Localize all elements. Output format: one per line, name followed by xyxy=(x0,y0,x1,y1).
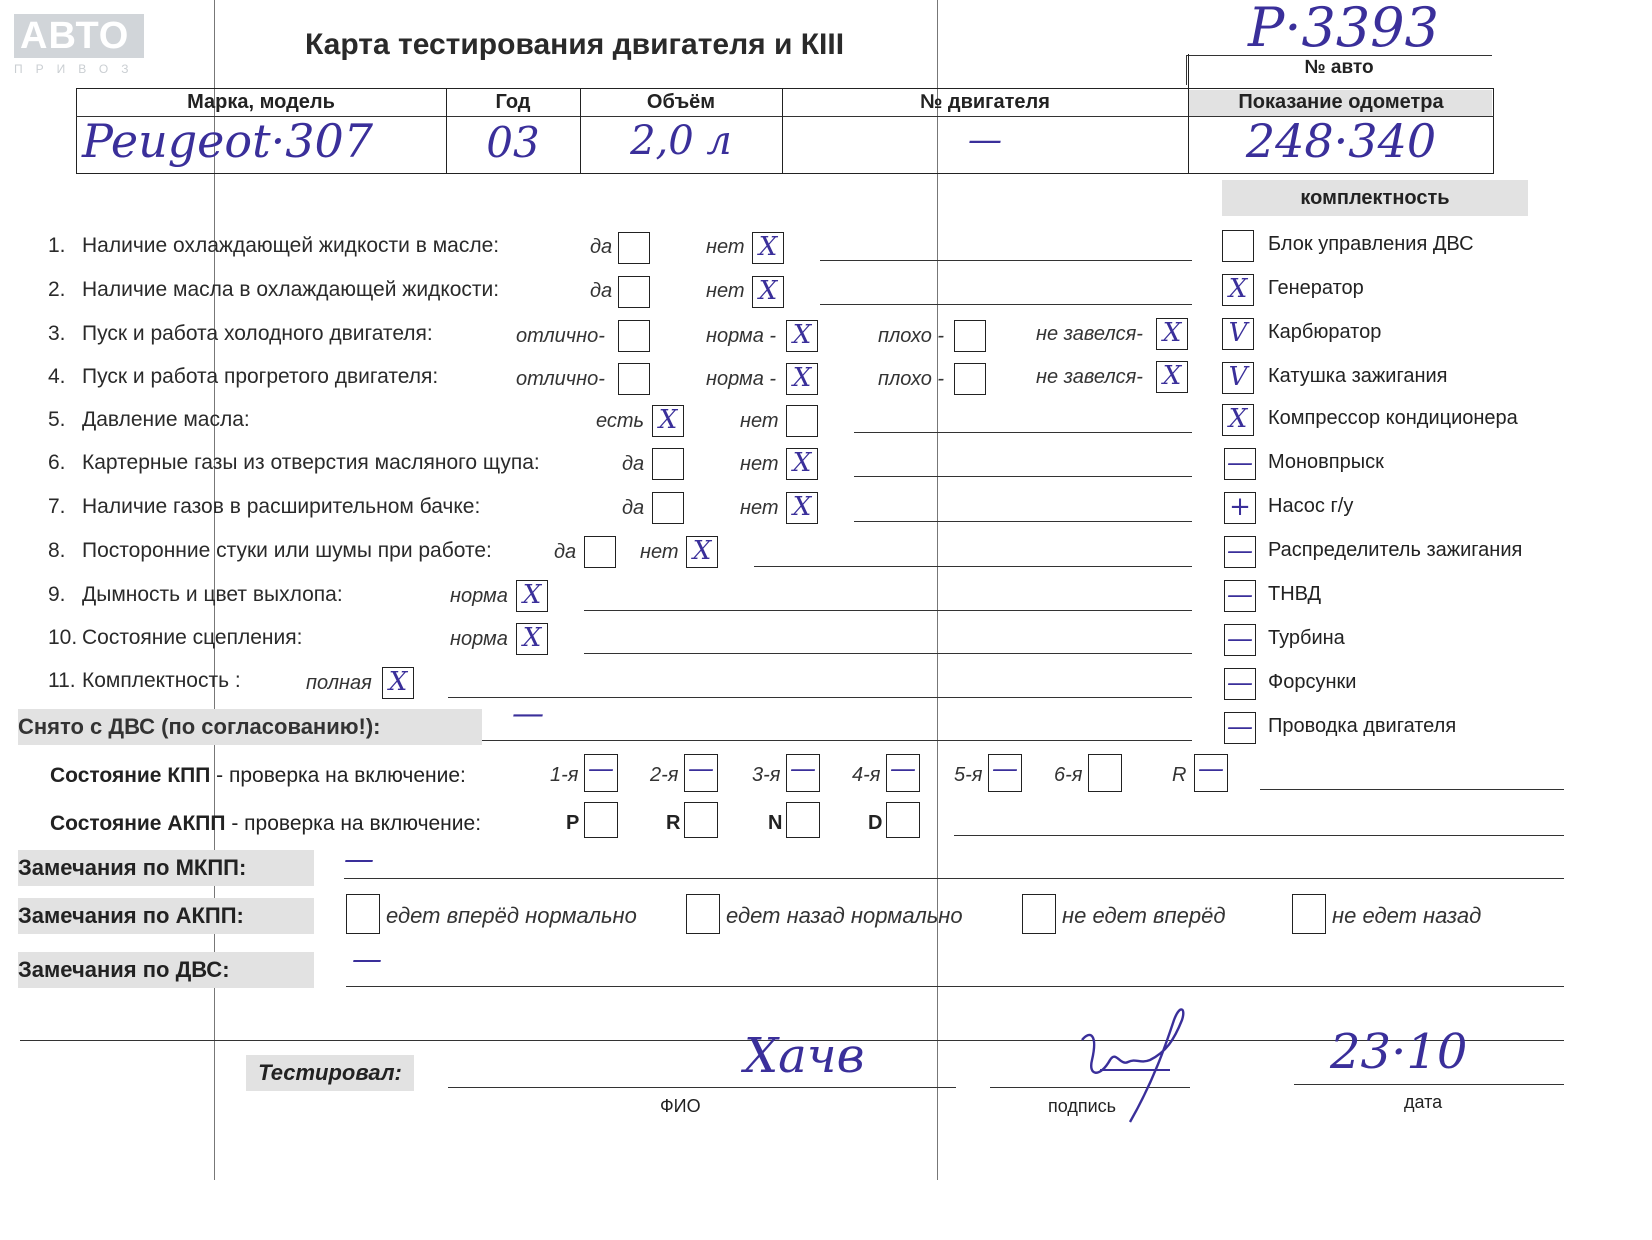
kit-checkbox[interactable] xyxy=(1224,536,1256,568)
kit-checkbox[interactable] xyxy=(1222,274,1254,306)
akpp-remark-checkbox[interactable] xyxy=(346,894,380,934)
row11-full-label: полная xyxy=(306,672,372,694)
gear-mark: — xyxy=(790,754,816,784)
value-odometer: 248·340 xyxy=(1245,114,1437,168)
kit-label: Форсунки xyxy=(1268,671,1357,693)
row6-no-label: нет xyxy=(740,453,779,475)
gear-label: 2-я xyxy=(650,764,679,786)
row3-excellent-checkbox[interactable] xyxy=(618,320,650,352)
row5-no-label: нет xyxy=(740,410,779,432)
akpp-note-line[interactable] xyxy=(954,835,1564,836)
gear-label: 6-я xyxy=(1054,764,1083,786)
kit-checkbox[interactable] xyxy=(1222,362,1254,394)
row1-yes-label: да xyxy=(590,236,613,258)
fio-line[interactable] xyxy=(448,1087,956,1088)
item-text: Пуск и работа прогретого двигателя: xyxy=(82,365,439,388)
gear-label: 1-я xyxy=(550,764,579,786)
vehicle-table xyxy=(76,88,1494,174)
value-make-model: Peugeot·307 xyxy=(82,114,374,168)
kit-checkbox[interactable] xyxy=(1224,712,1256,744)
gear-checkbox[interactable] xyxy=(584,754,618,792)
gear-checkbox[interactable] xyxy=(684,754,718,792)
row7-yes-label: да xyxy=(622,497,645,519)
row9-norm-label: норма xyxy=(450,585,508,607)
row2-no-mark: X xyxy=(758,276,778,306)
row4-excellent-label: отлично- xyxy=(516,368,605,390)
akpp-mode-label: P xyxy=(566,812,580,834)
row8-no-checkbox[interactable] xyxy=(686,536,718,568)
item-text: Давление масла: xyxy=(82,408,250,431)
kit-mark: — xyxy=(1227,580,1253,610)
gear-label: 3-я xyxy=(752,764,781,786)
item-number: 8. xyxy=(48,539,66,562)
row3-excellent-label: отлично- xyxy=(516,325,605,347)
kit-mark: + xyxy=(1229,492,1251,522)
row4-nostart-label: не завелся- xyxy=(1036,366,1143,388)
row7-note-line[interactable] xyxy=(854,521,1192,522)
gear-mark: — xyxy=(890,754,916,784)
remarks-mkpp-value: — xyxy=(344,842,374,877)
header-volume: Объём xyxy=(646,91,716,113)
kit-label: Карбюратор xyxy=(1268,321,1382,343)
row10-norm-mark: X xyxy=(522,623,542,653)
item-number: 11. xyxy=(48,669,76,692)
akpp-mode-label: D xyxy=(868,812,883,834)
item-number: 4. xyxy=(48,365,66,388)
kit-label: Насос г/у xyxy=(1268,495,1354,517)
row4-norm-label: норма - xyxy=(706,368,777,390)
row5-note-line[interactable] xyxy=(854,432,1192,433)
value-engine-number: — xyxy=(968,120,1002,160)
kit-mark: V xyxy=(1228,362,1248,392)
row6-no-checkbox[interactable] xyxy=(786,448,818,480)
header-make-model: Марка, модель xyxy=(187,91,335,113)
row2-yes-label: да xyxy=(590,280,613,302)
gear-mark: — xyxy=(588,754,614,784)
removed-value: — xyxy=(512,694,544,732)
item-number: 2. xyxy=(48,278,66,301)
date-value: 23·10 xyxy=(1330,1024,1468,1080)
row9-note-line[interactable] xyxy=(584,610,1192,611)
gear-checkbox[interactable] xyxy=(786,754,820,792)
code-frame-top xyxy=(1186,55,1492,56)
row8-no-label: нет xyxy=(640,541,679,563)
akpp-mode-checkbox[interactable] xyxy=(786,802,820,838)
akpp-remark-checkbox[interactable] xyxy=(1292,894,1326,934)
row11-note-line[interactable] xyxy=(448,697,1192,698)
kpp-label-rest: - проверка на включение: xyxy=(210,764,466,787)
row3-norm-label: норма - xyxy=(706,325,777,347)
item-text: Дымность и цвет выхлопа: xyxy=(82,583,343,606)
row8-no-mark: X xyxy=(692,536,712,566)
remarks-akpp-label: Замечания по АКПП: xyxy=(18,898,314,934)
row7-no-mark: X xyxy=(792,492,812,522)
kit-checkbox[interactable] xyxy=(1224,448,1256,480)
row6-note-line[interactable] xyxy=(854,476,1192,477)
row5-no-checkbox[interactable] xyxy=(786,405,818,437)
remarks-dvs-value: — xyxy=(352,942,382,977)
row4-excellent-checkbox[interactable] xyxy=(618,363,650,395)
akpp-mode-label: N xyxy=(768,812,783,834)
akpp-mode-checkbox[interactable] xyxy=(684,802,718,838)
item-number: 6. xyxy=(48,451,66,474)
remarks-dvs-line[interactable] xyxy=(346,986,1564,987)
item-text: Наличие охлаждающей жидкости в масле: xyxy=(82,234,500,257)
akpp-remark-label: едет назад нормально xyxy=(726,903,963,928)
row3-nostart-checkbox[interactable] xyxy=(1156,318,1188,350)
row8-yes-label: да xyxy=(554,541,577,563)
gear-checkbox[interactable] xyxy=(1088,754,1122,792)
kit-title: комплектность xyxy=(1222,180,1528,216)
gear-checkbox[interactable] xyxy=(886,754,920,792)
row4-bad-checkbox[interactable] xyxy=(954,363,986,395)
row1-no-checkbox[interactable] xyxy=(752,232,784,264)
row2-yes-checkbox[interactable] xyxy=(618,276,650,308)
row4-nostart-checkbox[interactable] xyxy=(1156,361,1188,393)
row4-bad-label: плохо - xyxy=(878,368,945,390)
row11-full-checkbox[interactable] xyxy=(382,667,414,699)
item-text: Состояние сцепления: xyxy=(82,626,303,649)
fio-value: Хачв xyxy=(744,1028,865,1084)
item-text: Посторонние стуки или шумы при работе: xyxy=(82,539,492,562)
row11-full-mark: X xyxy=(388,667,408,697)
row5-present-label: есть xyxy=(596,410,645,432)
tested-label: Тестировал: xyxy=(246,1055,414,1091)
kit-checkbox[interactable] xyxy=(1222,318,1254,350)
row1-no-label: нет xyxy=(706,236,745,258)
row4-norm-mark: X xyxy=(792,363,812,393)
kpp-label xyxy=(50,764,466,788)
akpp-mode-checkbox[interactable] xyxy=(584,802,618,838)
header-odometer: Показание одометра xyxy=(1238,91,1444,113)
value-volume: 2,0 л xyxy=(630,118,732,164)
item-number: 1. xyxy=(48,234,66,257)
item-text: Наличие масла в охлаждающей жидкости: xyxy=(82,278,500,301)
watermark-brand: АВТО xyxy=(14,14,144,58)
remarks-mkpp-label: Замечания по МКПП: xyxy=(18,850,314,886)
akpp-label xyxy=(50,812,481,836)
kit-label: Моновпрыск xyxy=(1268,451,1384,473)
watermark-logo xyxy=(14,14,144,80)
kit-label: Генератор xyxy=(1268,277,1364,299)
row6-yes-label: да xyxy=(622,453,645,475)
removed-label: Снято с ДВС (по согласованию!): xyxy=(18,709,482,745)
kit-checkbox[interactable] xyxy=(1222,404,1254,436)
kit-label: Компрессор кондиционера xyxy=(1268,407,1518,429)
row8-yes-checkbox[interactable] xyxy=(584,536,616,568)
kit-label: Распределитель зажигания xyxy=(1268,539,1523,561)
kit-label: Турбина xyxy=(1268,627,1345,649)
kit-checkbox[interactable] xyxy=(1224,492,1256,524)
row5-present-checkbox[interactable] xyxy=(652,405,684,437)
item-number: 9. xyxy=(48,583,66,606)
row2-note-line[interactable] xyxy=(820,304,1192,305)
akpp-label-bold: Состояние АКПП xyxy=(50,812,226,835)
row10-norm-checkbox[interactable] xyxy=(516,623,548,655)
row2-no-label: нет xyxy=(706,280,745,302)
row6-no-mark: X xyxy=(792,448,812,478)
kit-mark: X xyxy=(1228,404,1248,434)
gear-checkbox[interactable] xyxy=(1194,754,1228,792)
kit-checkbox[interactable] xyxy=(1222,230,1254,262)
remarks-mkpp-line[interactable] xyxy=(344,878,1564,879)
header-engine-number: № двигателя xyxy=(920,91,1050,113)
item-text: Комплектность : xyxy=(82,669,241,692)
kit-label: Блок управления ДВС xyxy=(1268,233,1474,255)
kit-mark: V xyxy=(1228,318,1248,348)
kit-checkbox[interactable] xyxy=(1224,624,1256,656)
remarks-dvs-label: Замечания по ДВС: xyxy=(18,952,314,988)
row7-no-checkbox[interactable] xyxy=(786,492,818,524)
kit-checkbox[interactable] xyxy=(1224,668,1256,700)
gear-checkbox[interactable] xyxy=(988,754,1022,792)
item-text: Картерные газы из отверстия масляного щупа: xyxy=(82,451,540,474)
gear-label: 5-я xyxy=(954,764,983,786)
akpp-remark-label: не едет назад xyxy=(1332,903,1482,928)
kpp-note-line[interactable] xyxy=(1260,789,1564,790)
item-number: 10. xyxy=(48,626,78,649)
row1-note-line[interactable] xyxy=(820,260,1192,261)
row7-no-label: нет xyxy=(740,497,779,519)
kit-label: Катушка зажигания xyxy=(1268,365,1448,387)
item-text: Наличие газов в расширительном бачке: xyxy=(82,495,481,518)
akpp-remark-label: едет вперёд нормально xyxy=(386,903,637,928)
akpp-remark-checkbox[interactable] xyxy=(686,894,720,934)
row5-present-mark: X xyxy=(658,405,678,435)
gear-label: 4-я xyxy=(852,764,881,786)
kit-mark: — xyxy=(1227,536,1253,566)
akpp-mode-checkbox[interactable] xyxy=(886,802,920,838)
row3-nostart-label: не завелся- xyxy=(1036,323,1143,345)
gear-mark: — xyxy=(688,754,714,784)
row8-note-line[interactable] xyxy=(754,566,1192,567)
akpp-label-rest: - проверка на включение: xyxy=(225,812,482,835)
row3-bad-label: плохо - xyxy=(878,325,945,347)
row9-norm-checkbox[interactable] xyxy=(516,580,548,612)
gear-mark: — xyxy=(1198,754,1224,784)
gear-mark: — xyxy=(992,754,1018,784)
kit-checkbox[interactable] xyxy=(1224,580,1256,612)
akpp-mode-label: R xyxy=(666,812,681,834)
form-title: Карта тестирования двигателя и КIII xyxy=(305,28,845,61)
kit-mark: X xyxy=(1228,274,1248,304)
row4-nostart-mark: X xyxy=(1162,361,1182,391)
gear-label: R xyxy=(1172,764,1187,786)
akpp-remark-checkbox[interactable] xyxy=(1022,894,1056,934)
item-number: 5. xyxy=(48,408,66,431)
date-line[interactable] xyxy=(1294,1084,1564,1085)
kit-mark: — xyxy=(1227,712,1253,742)
row6-yes-checkbox[interactable] xyxy=(652,448,684,480)
row3-norm-checkbox[interactable] xyxy=(786,320,818,352)
row1-yes-checkbox[interactable] xyxy=(618,232,650,264)
date-label: дата xyxy=(1404,1092,1443,1112)
fio-label: ФИО xyxy=(660,1096,701,1116)
kit-label: ТНВД xyxy=(1268,583,1322,605)
handwritten-car-code: Р·3393 xyxy=(1248,0,1439,59)
item-number: 7. xyxy=(48,495,66,518)
row9-norm-mark: X xyxy=(522,580,542,610)
kit-label: Проводка двигателя xyxy=(1268,715,1457,737)
kit-mark: — xyxy=(1227,668,1253,698)
row10-norm-label: норма xyxy=(450,628,508,650)
row3-nostart-mark: X xyxy=(1162,318,1182,348)
row2-no-checkbox[interactable] xyxy=(752,276,784,308)
watermark-sub: ПРИВОЗ xyxy=(14,62,142,76)
kpp-label-bold: Состояние КПП xyxy=(50,764,211,787)
akpp-remark-label: не едет вперёд xyxy=(1062,903,1226,928)
item-number: 3. xyxy=(48,322,66,345)
kit-mark: — xyxy=(1227,624,1253,654)
avto-number-label: № авто xyxy=(1304,57,1374,78)
row4-norm-checkbox[interactable] xyxy=(786,363,818,395)
row1-no-mark: X xyxy=(758,232,778,262)
kit-mark: — xyxy=(1227,448,1253,478)
row10-note-line[interactable] xyxy=(584,653,1192,654)
signature-label: подпись xyxy=(1048,1096,1117,1116)
row7-yes-checkbox[interactable] xyxy=(652,492,684,524)
scan-line-middle xyxy=(937,0,938,1180)
row3-norm-mark: X xyxy=(792,320,812,350)
header-year: Год xyxy=(495,91,531,113)
item-text: Пуск и работа холодного двигателя: xyxy=(82,322,433,345)
removed-note-line[interactable] xyxy=(482,740,1192,741)
value-year: 03 xyxy=(486,118,540,167)
row3-bad-checkbox[interactable] xyxy=(954,320,986,352)
